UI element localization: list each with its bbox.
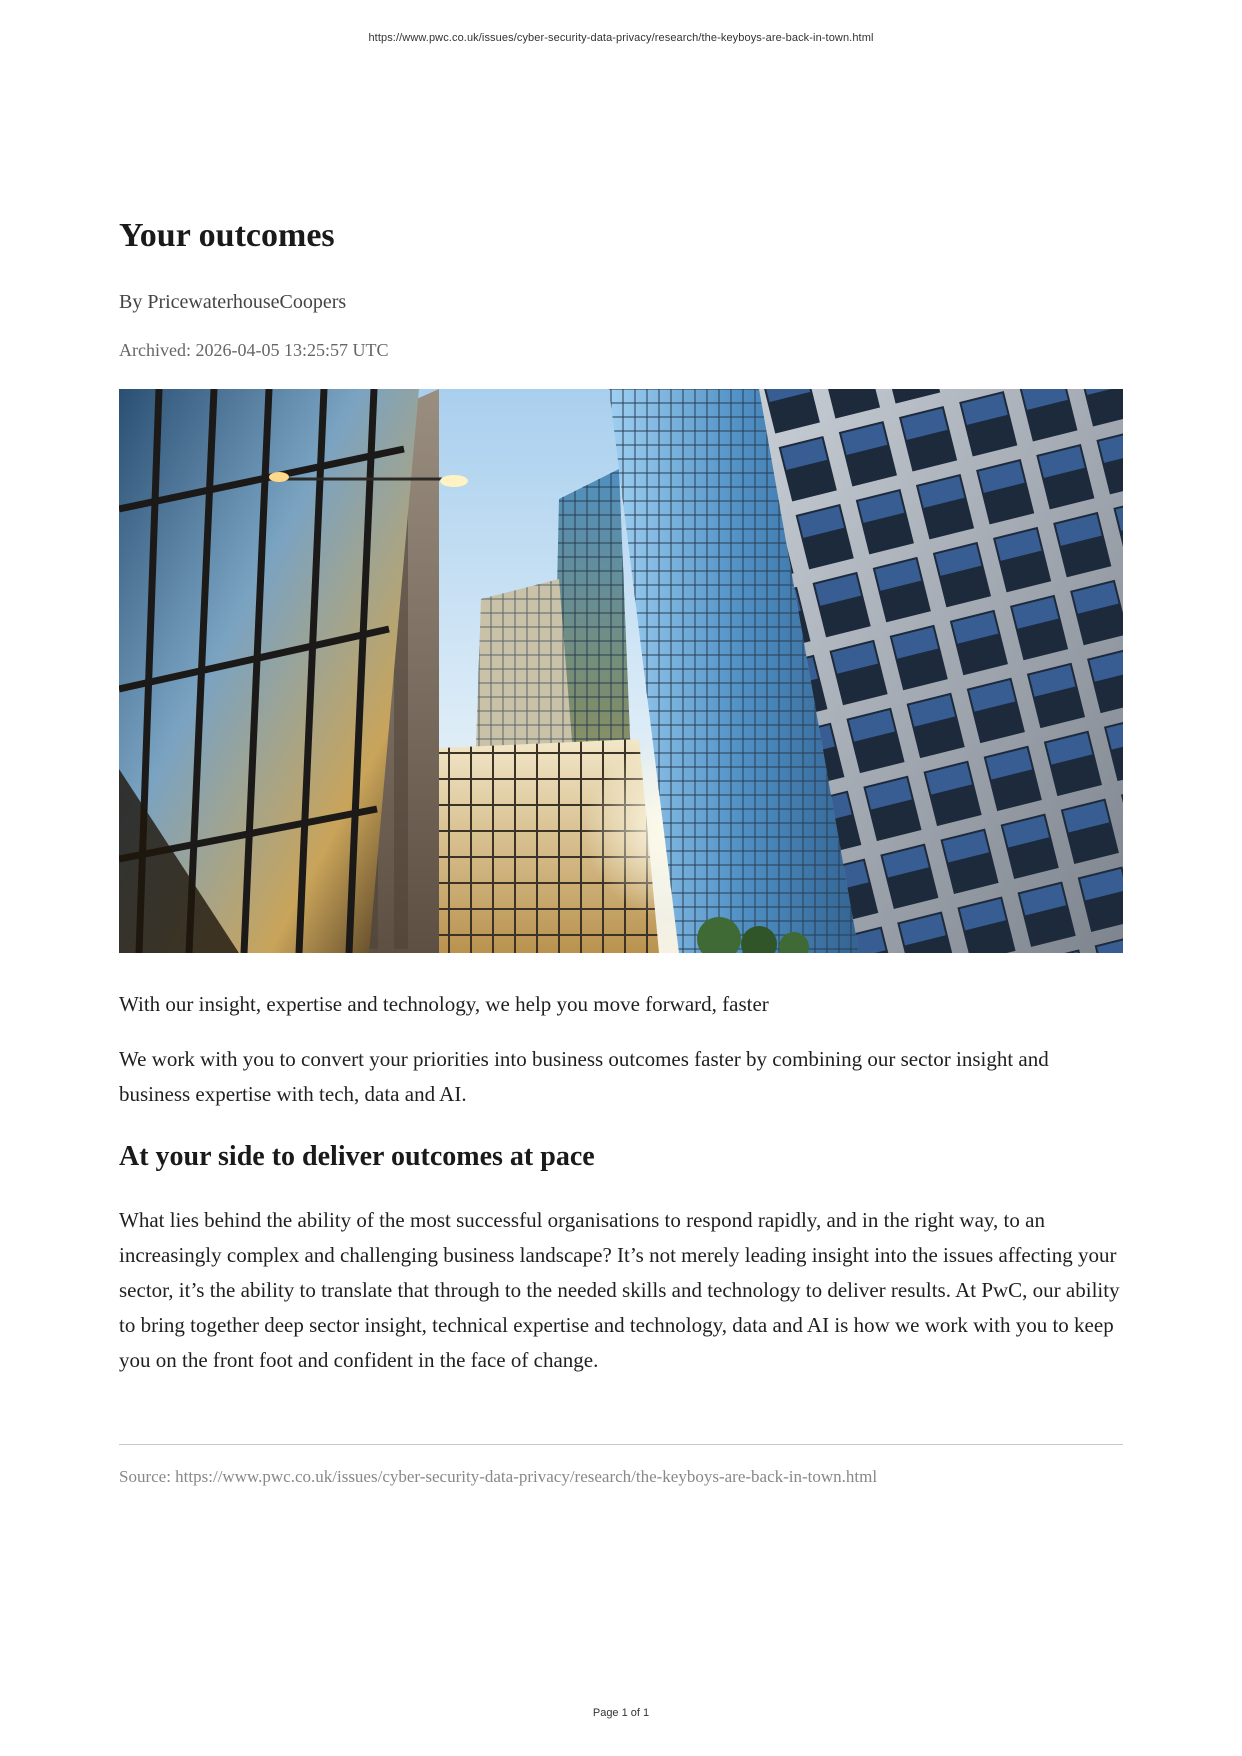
lead-text: With our insight, expertise and technology, we help you move forward, faster [119,992,769,1016]
archived-timestamp: Archived: 2026-04-05 13:25:57 UTC [119,340,389,360]
hero-image [119,389,1123,953]
office-buildings-photo [119,389,1123,953]
footer-divider [119,1444,1123,1445]
print-header-url: https://www.pwc.co.uk/issues/cyber-security-data-privacy/research/the-keyboys-are-back-in-town.html [368,32,874,44]
body-paragraph: What lies behind the ability of the most successful organisations to respond rapidly, and in the right way, to an increasingly complex and challenging business landscape? It’s not merely leading insight into the issues affecting your sector, it’s the ability to translate that through to the needed skills and technology to deliver results. At PwC, our ability to bring together deep sector insight, technical expertise and technology, data and AI is how we work with you to keep you on the front foot and confident in the face of change. [119,1208,1120,1372]
page-title: Your outcomes [119,217,335,254]
section-heading: At your side to deliver outcomes at pace [119,1141,595,1172]
source-link[interactable]: Source: https://www.pwc.co.uk/issues/cyber-security-data-privacy/research/the-keyboys-are-back-in-town.html [119,1467,878,1486]
page-number: Page 1 of 1 [592,1707,650,1719]
intro-paragraph: We work with you to convert your priorities into business outcomes faster by combining our sector insight and business expertise with tech, data and AI. [119,1047,1049,1106]
byline: By PricewaterhouseCoopers [119,291,347,313]
